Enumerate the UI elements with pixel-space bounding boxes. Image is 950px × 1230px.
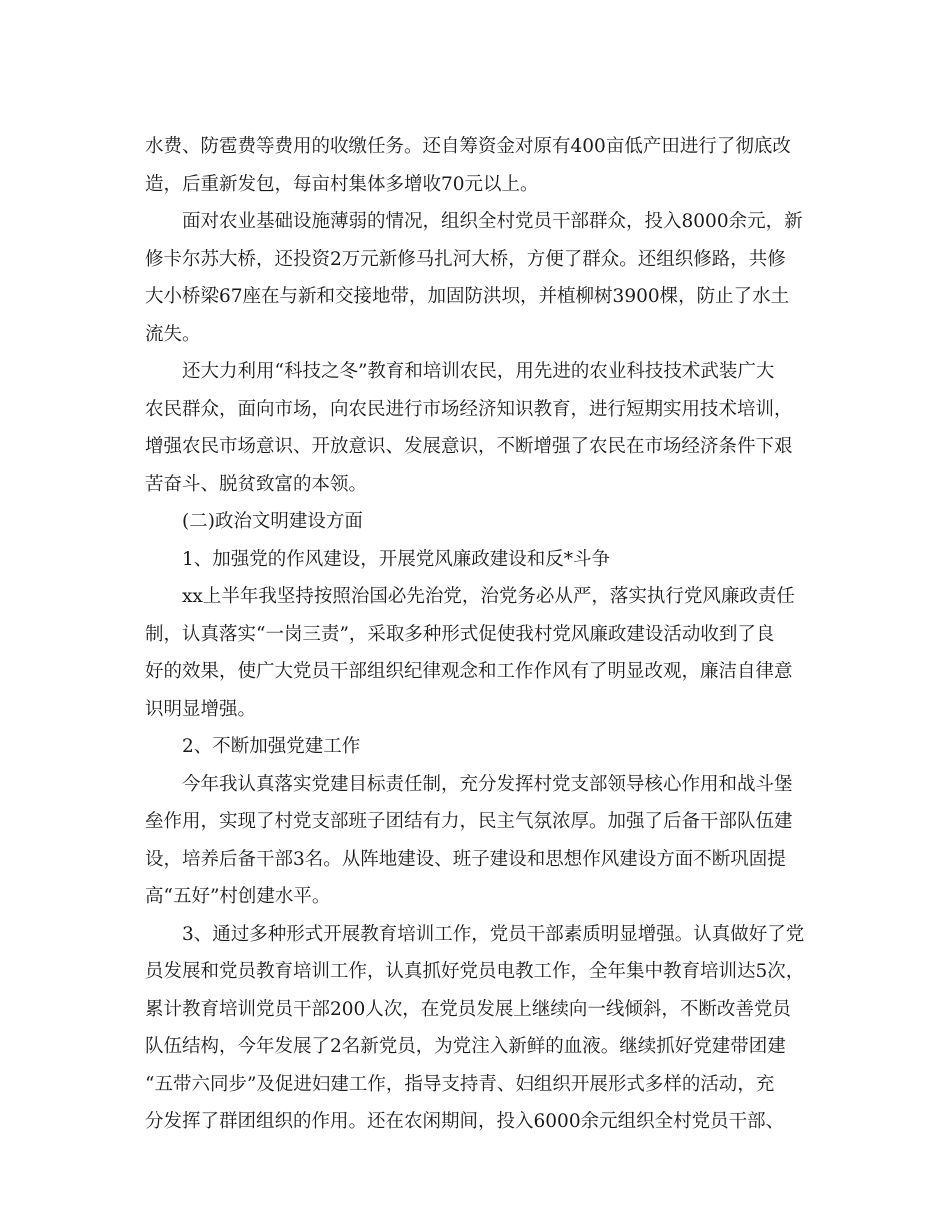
text-line: 设，培养后备干部3名。从阵地建设、班子建设和思想作风建设方面不断巩固提 xyxy=(145,848,786,870)
text-line: 大小桥梁67座在与新和交接地带，加固防洪坝，并植柳树3900棵，防止了水土 xyxy=(145,286,790,307)
subsection-heading: 2、不断加强党建工作 xyxy=(182,736,361,757)
text-line: 员发展和党员教育培训工作，认真抓好党员电教工作，全年集中教育培训达5次， xyxy=(145,961,805,982)
text-line: 增强农民市场意识、开放意识、发展意识，不断增强了农民在市场经济条件下艰 xyxy=(145,436,793,457)
text-line: 苦奋斗、脱贫致富的本领。 xyxy=(145,473,368,495)
subsection-heading: 1、加强党的作风建设，开展党风廉政建设和反*斗争 xyxy=(182,548,611,570)
text-line: 造，后重新发包，每亩村集体多增收70元以上。 xyxy=(145,173,539,195)
text-line: 农民群众，面向市场，向农民进行市场经济知识教育，进行短期实用技术培训， xyxy=(145,398,793,420)
text-line: 垒作用，实现了村党支部班子团结有力，民主气氛浓厚。加强了后备干部队伍建 xyxy=(145,811,793,832)
text-line: 好的效果，使广大党员干部组织纪律观念和工作作风有了明显改观，廉洁自律意 xyxy=(145,661,793,682)
paragraph-first-line: xx上半年我坚持按照治国必先治党，治党务必从严，落实执行党风廉政责任 xyxy=(182,586,795,607)
text-line: 队伍结构，今年发展了2名新党员，为党注入新鲜的血液。继续抓好党建带团建 xyxy=(145,1036,786,1057)
text-line: 修卡尔苏大桥，还投资2万元新修马扎河大桥，方便了群众。还组织修路，共修 xyxy=(145,248,786,270)
paragraph-first-line: 还大力利用“科技之冬”教育和培训农民，用先进的农业科技技术武装广大 xyxy=(182,361,775,382)
section-heading: (二)政治文明建设方面 xyxy=(182,511,363,532)
document-body xyxy=(145,128,805,1141)
paragraph-first-line: 今年我认真落实党建目标责任制，充分发挥村党支部领导核心作用和战斗堡 xyxy=(182,773,793,795)
text-line: 流失。 xyxy=(145,323,201,345)
paragraph-first-line: 3、通过多种形式开展教育培训工作，党员干部素质明显增强。认真做好了党 xyxy=(182,923,805,945)
text-line: 分发挥了群团组织的作用。还在农闲期间，投入6000余元组织全村党员干部、 xyxy=(145,1111,785,1132)
text-line: 累计教育培训党员干部200人次，在党员发展上继续向一线倾斜，不断改善党员 xyxy=(145,998,791,1020)
text-line: 识明显增强。 xyxy=(145,698,257,720)
paragraph-first-line: 面对农业基础设施薄弱的情况，组织全村党员干部群众，投入8000余元，新 xyxy=(182,211,803,232)
text-line: 高“五好”村创建水平。 xyxy=(145,886,331,907)
text-line: 水费、防雹费等费用的收缴任务。还自筹资金对原有400亩低产田进行了彻底改 xyxy=(145,136,791,157)
text-line: “五带六同步”及促进妇建工作，指导支持青、妇组织开展形式多样的活动，充 xyxy=(145,1073,775,1095)
text-line: 制，认真落实“一岗三责”，采取多种形式促使我村党风廉政建设活动收到了良 xyxy=(145,623,775,645)
